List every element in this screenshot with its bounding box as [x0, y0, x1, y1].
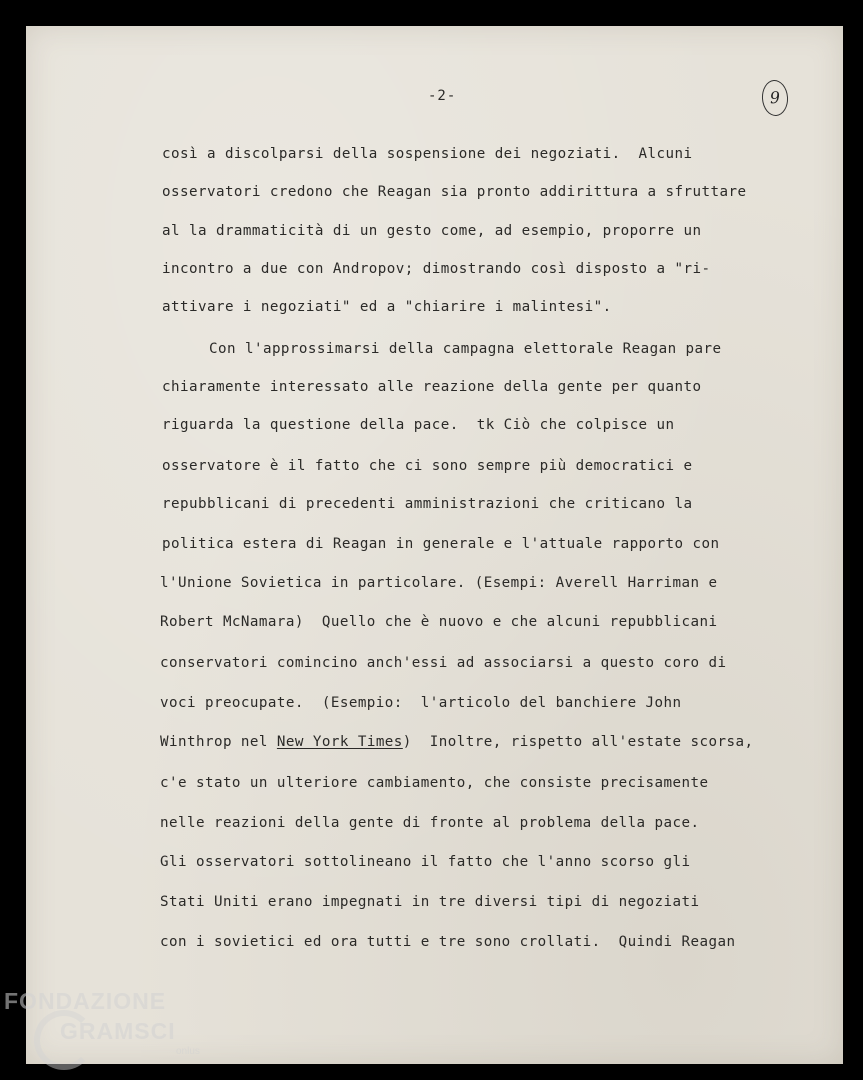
text-line-3: al la drammaticità di un gesto come, ad esempio, proporre un — [162, 223, 702, 239]
text-line-10: repubblicani di precedenti amministrazioni che criticano la — [162, 496, 693, 512]
text-line-19: Gli osservatori sottolineano il fatto che l'anno scorso gli — [160, 854, 691, 870]
text-line-17: c'e stato un ulteriore cambiamento, che consiste precisamente — [160, 775, 709, 791]
text-line-8: riguarda la questione della pace. tk Ciò che colpisce un — [162, 417, 675, 433]
text-line-9: osservatore è il fatto che ci sono sempre più democratici e — [162, 458, 693, 474]
text-line-15: voci preocupate. (Esempio: l'articolo del banchiere John — [160, 695, 682, 711]
text-line-20: Stati Uniti erano impegnati in tre diversi tipi di negoziati — [160, 894, 700, 910]
watermark-line-1: FONDAZIONE — [4, 988, 167, 1014]
text-line-11: politica estera di Reagan in generale e l'attuale rapporto con — [162, 536, 720, 552]
text-line-12: l'Unione Sovietica in particolare. (Esempi: Averell Harriman e — [160, 575, 718, 591]
text-line-6: Con l'approssimarsi della campagna elettorale Reagan pare — [209, 341, 722, 357]
text-line-2: osservatori credono che Reagan sia pronto addirittura a sfruttare — [162, 184, 747, 200]
handwritten-folio-number: 9 — [761, 79, 789, 117]
watermark-line-2: GRAMSCI — [60, 1018, 176, 1044]
text-line-16-end: ) Inoltre, rispetto all'estate scorsa, — [402, 734, 754, 750]
text-line-21: con i sovietici ed ora tutti e tre sono crollati. Quindi Reagan — [160, 934, 736, 950]
text-line-18: nelle reazioni della gente di fronte al problema della pace. — [160, 815, 700, 831]
page-number: -2- — [428, 88, 457, 104]
text-line-7: chiaramente interessato alle reazione della gente per quanto — [162, 379, 702, 395]
text-line-14: conservatori comincino anch'essi ad associarsi a questo coro di — [160, 655, 727, 671]
text-line-1: così a discolparsi della sospensione dei negoziati. Alcuni — [162, 146, 693, 162]
text-line-4: incontro a due con Andropov; dimostrando così disposto a "ri- — [162, 261, 711, 277]
text-line-16 — [160, 733, 753, 751]
text-line-16-start: Winthrop nel — [160, 734, 277, 750]
watermark-line-3: onlus — [176, 1046, 200, 1057]
text-line-13: Robert McNamara) Quello che è nuovo e che alcuni repubblicani — [160, 614, 718, 630]
text-line-5: attivare i negoziati" ed a "chiarire i malintesi". — [162, 299, 612, 315]
newspaper-title: New York Times — [276, 734, 403, 750]
